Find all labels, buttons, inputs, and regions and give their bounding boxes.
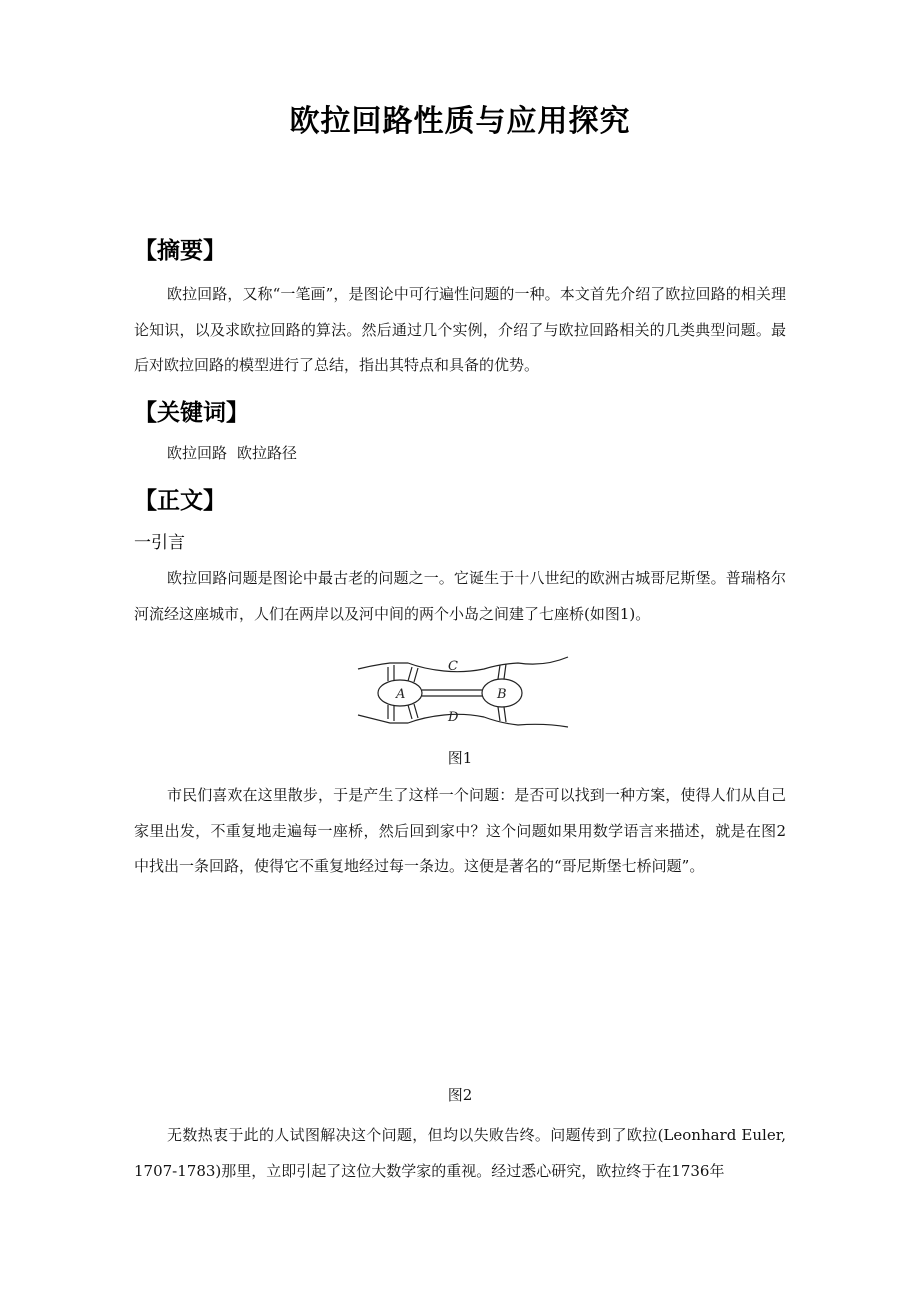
abstract-heading: 【摘要】: [134, 238, 226, 264]
abstract-text: 欧拉回路，又称“一笔画”，是图论中可行遍性问题的一种。本文首先介绍了欧拉回路的相关理论知识，以及求欧拉回路的算法。然后通过几个实例，介绍了与欧拉回路相关的几类典型问题。最后对欧拉回路的模型进行了总结，指出其特点和具备的优势。: [134, 285, 786, 374]
section-title-introduction: 一引言: [134, 533, 185, 553]
konigsberg-bridges-figure: [354, 655, 572, 729]
keyword-item: 欧拉回路: [167, 444, 228, 462]
intro-paragraph-2: 市民们喜欢在这里散步，于是产生了这样一个问题：是否可以找到一种方案，使得人们从自己家里出发，不重复地走遍每一座桥，然后回到家中？这个问题如果用数学语言来描述，就是在图2中找出一条回路，使得它不重复地经过每一条边。这便是著名的“哥尼斯堡七桥问题”。: [134, 786, 786, 875]
label-a: A: [396, 687, 406, 702]
label-d: D: [448, 710, 459, 725]
keywords-heading: 【关键词】: [134, 400, 249, 426]
body-heading: 【正文】: [134, 488, 226, 514]
label-c: C: [448, 659, 458, 674]
intro-paragraph-3: 无数热衷于此的人试图解决这个问题，但均以失败告终。问题传到了欧拉(Leonhard Euler, 1707-1783)那里，立即引起了这位大数学家的重视。经过悉心研究，欧拉终于在1736年: [134, 1126, 786, 1180]
intro-paragraph-1: 欧拉回路问题是图论中最古老的问题之一。它诞生于十八世纪的欧洲古城哥尼斯堡。普瑞格尔河流经这座城市，人们在两岸以及河中间的两个小岛之间建了七座桥(如图1)。: [134, 569, 786, 623]
keyword-item: 欧拉路径: [237, 444, 298, 462]
document-title: 欧拉回路性质与应用探究: [289, 104, 631, 139]
figure1-caption: 图1: [447, 749, 473, 767]
figure2-caption: 图2: [447, 1086, 473, 1104]
keywords-list: [167, 442, 307, 463]
label-b: B: [497, 687, 507, 702]
